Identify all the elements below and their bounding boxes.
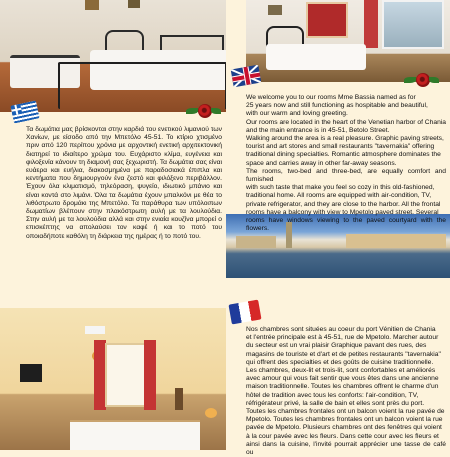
bedroom-photo-top-right (246, 0, 450, 82)
greek-description: Τα δωμάτια μας βρίσκονται στην καρδιά του ενετικού λιμανιού των Χανίων, με είσοδο από την Μπετόλο 45-51. Το κτίριο χτισμένο πριν από 120 περίπου χρόνια με αρχοντική ενετική αρχιτεκτονική διατηρεί το ιδιαίτερο χρώμα του. Ευχάριστο κλίμα, ευγένεια και φιλοξενία κάνουν τη διαμονή σας ξεχωριστή. Τα δωμάτια σας είναι ευάερα και ευήλια, διακοσμημένα με παραδοσιακά έπιπλα και κεντήματα που δημιουργούν ένα ζεστό και φιλόξενο περιβάλλον. Έχουν όλα κλιματισμό, τηλεόραση, ψυγείο, ιδιωτικό μπάνιο και είναι κοντά στο λιμάνι. Όλα τα δωμάτια έχουν μπαλκόνι με θέα το λιθόστρωτο δρομάκι της Μπετόλο. Τα παράθυρα των υπόλοιπων δωματίων βλέπουν στην πλακόστρωτη αυλή με τα λουλούδια. Στην αυλή με τα λουλούδια αλλά και στην ενιαία κουζίνα μπορεί ο επισκέπτης να απολαύσει τον καφέ ή και το ποτό του οποιαδήποτε καθόλη τη διάρκεια της ημέρας ή το ποτό του. (26, 126, 222, 240)
harbor-building (346, 234, 446, 248)
tv (20, 364, 42, 382)
bed (70, 420, 200, 450)
bedroom-photo-top-left (0, 0, 226, 112)
room-photo-bottom-left (0, 308, 226, 450)
window (382, 0, 444, 49)
curtain (144, 340, 156, 410)
rose-icon (186, 103, 220, 119)
air-conditioner (85, 326, 105, 334)
window (105, 343, 149, 407)
iron-footboard (58, 62, 226, 109)
wall-frame (85, 0, 99, 10)
french-flag-icon (228, 300, 261, 325)
english-description: We welcome you to our rooms Mme Bassia named as for 25 years now and still functioning as hospitable and beautiful, with our warm and loving greeting. Our rooms are located in the heart of the Venetian harbor of Chania and the main entrance is in 45-51, Betolo Street. Walking around the area is a real pleasure. Graphic paving streets, tourist and art stores and small restaurants "tavernakia" offering traditional dining specialties. Romantic atmosphere dominates the space and carries away in other far-away seasons. The rooms, two-bed and three-bed, are equally comfort and furnished with such taste that make you feel so cozy in this old-fashioned, traditional home. All rooms are equipped with air-condition, TV, private refrigerator, and they are close to the harbor. All the frontal rooms have a balcony with view to Mpetolo paved street. Several rooms have windows viewing to the paved courtyard with the flowers. (246, 94, 447, 233)
wall-frame (128, 0, 140, 8)
uk-flag-icon (231, 65, 262, 88)
curtain (364, 0, 378, 48)
vase (175, 388, 183, 410)
wall-frame (268, 5, 282, 15)
rose-icon (404, 72, 438, 88)
bed (266, 44, 366, 70)
wall-rug (306, 2, 348, 38)
greek-flag-icon (10, 100, 39, 123)
harbor-building (236, 236, 276, 248)
wall-lamp (205, 408, 217, 418)
french-description: Nos chambres sont situées au coeur du port Vénitien de Chania et l'entrée principale est à 45-51, rue de Mpetolo. Marcher autour du secteur est un vrai plaisir Graphique pavant des rues, des magasins de touriste et d'art et de petites restaurants "tavernakia" qui offrent des specialties et des goûts de cuisine traditionnelle. Les chambres, deux-lit et trois-lit, sont confortables et améliorés avec amour qui vous fait sentir que vous êtes dans une ancienne maison traditionnelle. Toutes les chambres offrent le charme d'un hôtel de tradition avec tous les conforts: l'air-condition, TV, réfrigérateur privé, la salle de bain et elles sont près du port. Toutes les chambres frontales ont un balcon voient la rue pavée de Mpetolo. Toutes les chambres frontales ont un balcon voient la rue pavée de Mpetolo. Plusieurs chambres ont des fenêtres qui voient à la cour pavée avec les fleurs. Dans cette cour avec les fleurs et ainsi dans la cuisine, l'invité pourrait apprécier une tasse de café ou (246, 326, 446, 457)
